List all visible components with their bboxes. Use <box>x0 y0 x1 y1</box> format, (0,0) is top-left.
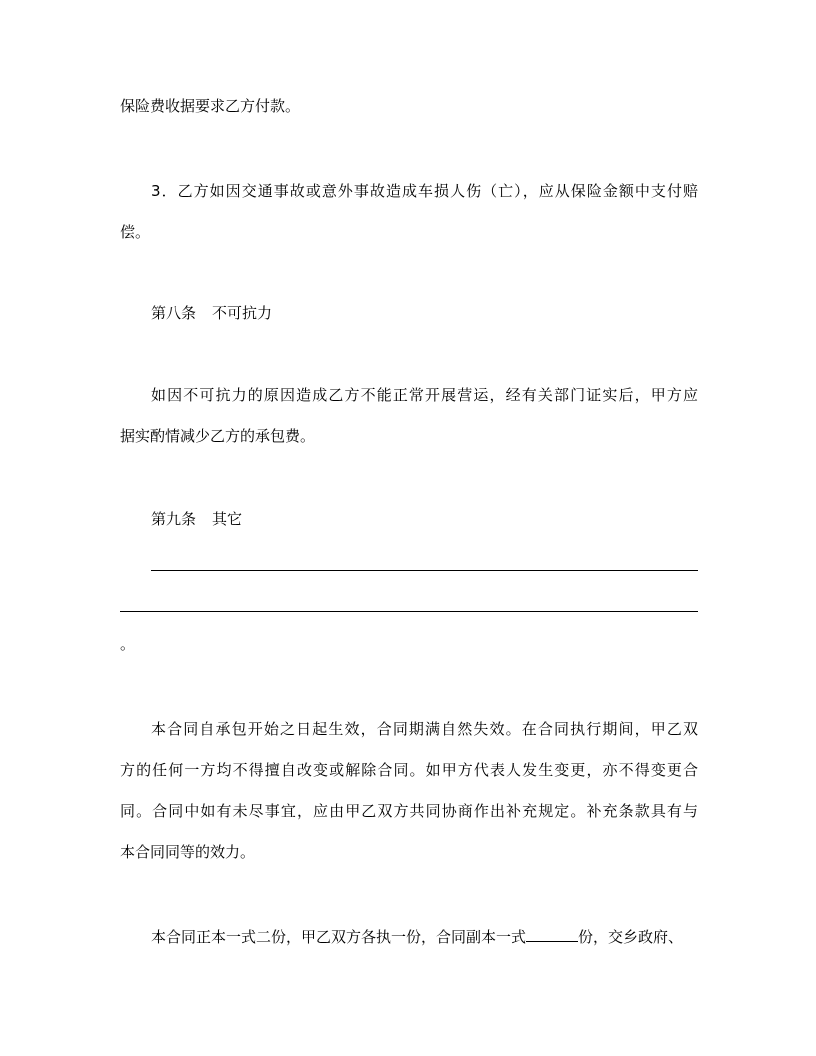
copies-count-blank <box>526 925 578 942</box>
effectiveness-line-2: 方的任何一方均不得擅自改变或解除合同。如甲方代表人发生变更，亦不得变更合 <box>120 761 698 779</box>
force-majeure-line-1: 如因不可抗力的原因造成乙方不能正常开展营运，经有关部门证实后，甲方应 <box>151 386 698 404</box>
effectiveness-line-3: 同。合同中如有未尽事宜，应由甲乙双方共同协商作出补充规定。补充条款具有与 <box>120 802 698 820</box>
article-8-heading <box>151 303 698 323</box>
copies-text-before-blank: 本合同正本一式二份，甲乙双方各执一份，合同副本一式 <box>151 928 527 946</box>
copies-line-1 <box>151 925 698 947</box>
force-majeure-line-2: 据实酌情减少乙方的承包费。 <box>120 427 316 445</box>
article-9-heading <box>151 509 698 529</box>
article-8-title: 不可抗力 <box>212 304 273 322</box>
fill-in-blank-line-2 <box>120 611 698 612</box>
effectiveness-line-4: 本合同同等的效力。 <box>120 843 256 861</box>
paragraph-insurance-continuation: 保险费收据要求乙方付款。 <box>120 97 301 115</box>
clause-3-line-2: 偿。 <box>120 223 151 241</box>
article-8-number: 第八条 <box>151 304 197 322</box>
effectiveness-line-1: 本合同自承包开始之日起生效，合同期满自然失效。在合同执行期间，甲乙双 <box>151 720 698 738</box>
copies-text-after-blank: 份，交乡政府、 <box>578 928 684 946</box>
fill-in-blank-end-mark: 。 <box>120 635 136 653</box>
article-9-number: 第九条 <box>151 510 197 528</box>
article-9-title: 其它 <box>212 510 243 528</box>
fill-in-blank-line-1 <box>151 570 698 571</box>
clause-3-line-1: 3．乙方如因交通事故或意外事故造成车损人伤（亡），应从保险金额中支付赔 <box>151 182 698 200</box>
